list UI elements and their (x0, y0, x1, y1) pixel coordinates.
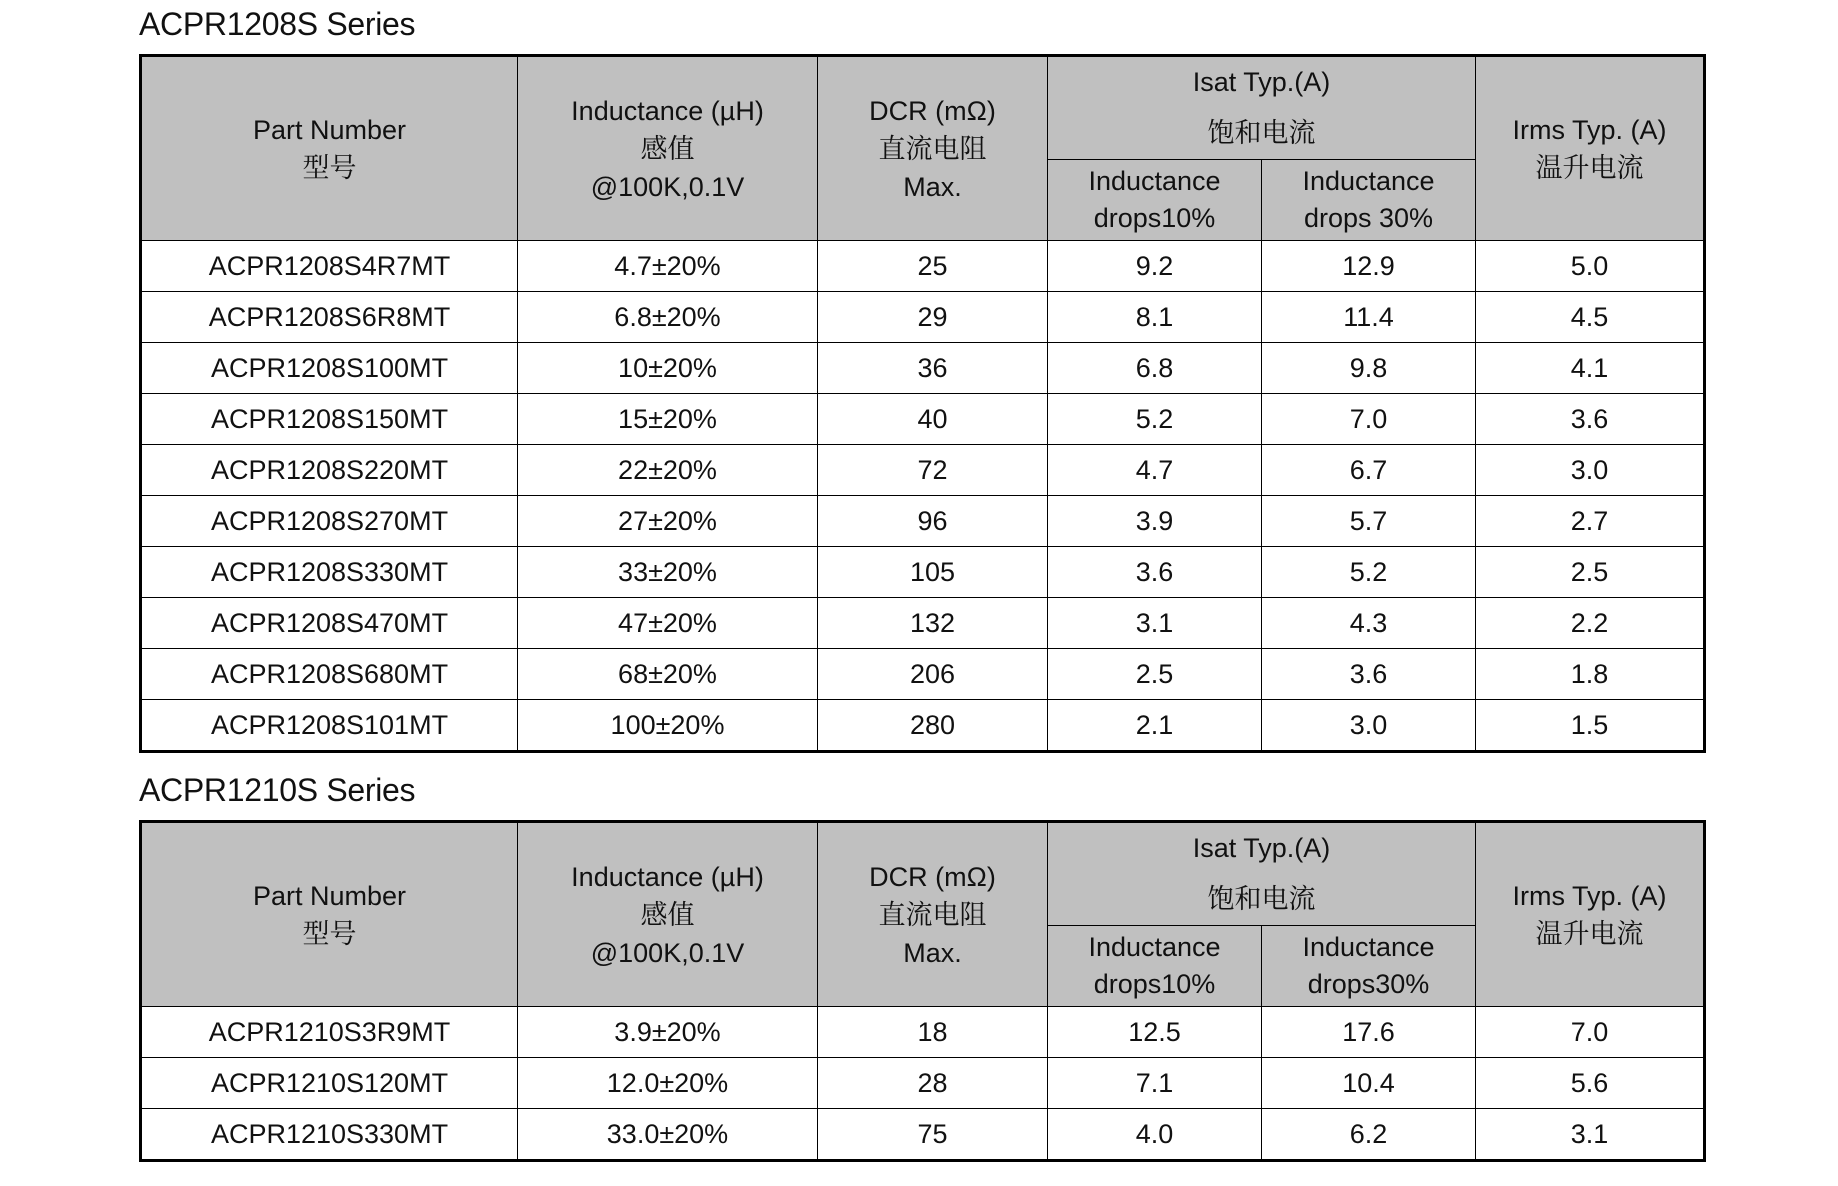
cell-isat-drop30: 12.9 (1262, 241, 1476, 292)
cell-dcr: 96 (818, 496, 1048, 547)
cell-isat-drop30: 17.6 (1262, 1007, 1476, 1058)
header-dcr: DCR (mΩ) 直流电阻 Max. (818, 822, 1048, 1007)
table-row (141, 343, 1705, 394)
cell-irms: 3.6 (1476, 394, 1705, 445)
cell-irms: 3.1 (1476, 1109, 1705, 1161)
cell-part-number: ACPR1208S680MT (141, 649, 518, 700)
cell-inductance: 22±20% (518, 445, 818, 496)
cell-dcr: 75 (818, 1109, 1048, 1161)
header-inductance: Inductance (µH) 感值 @100K,0.1V (518, 56, 818, 241)
cell-dcr: 18 (818, 1007, 1048, 1058)
cell-isat-drop30: 10.4 (1262, 1058, 1476, 1109)
cell-isat-drop30: 5.2 (1262, 547, 1476, 598)
cell-part-number: ACPR1208S101MT (141, 700, 518, 752)
header-part-number: Part Number 型号 (141, 56, 518, 241)
cell-isat-drop30: 11.4 (1262, 292, 1476, 343)
cell-inductance: 15±20% (518, 394, 818, 445)
cell-part-number: ACPR1208S470MT (141, 598, 518, 649)
cell-isat-drop30: 5.7 (1262, 496, 1476, 547)
table-header (141, 822, 1705, 1007)
table-row (141, 292, 1705, 343)
header-isat-drop30: Inductance drops30% (1262, 926, 1476, 1007)
table-header (141, 56, 1705, 241)
cell-isat-drop10: 3.6 (1048, 547, 1262, 598)
table-row (141, 547, 1705, 598)
cell-inductance: 10±20% (518, 343, 818, 394)
cell-dcr: 28 (818, 1058, 1048, 1109)
cell-isat-drop10: 6.8 (1048, 343, 1262, 394)
cell-isat-drop30: 6.7 (1262, 445, 1476, 496)
table-row (141, 496, 1705, 547)
cell-isat-drop10: 12.5 (1048, 1007, 1262, 1058)
cell-isat-drop30: 3.6 (1262, 649, 1476, 700)
cell-isat-drop30: 3.0 (1262, 700, 1476, 752)
header-isat-drop30: Inductance drops 30% (1262, 160, 1476, 241)
cell-isat-drop30: 9.8 (1262, 343, 1476, 394)
cell-dcr: 36 (818, 343, 1048, 394)
cell-isat-drop30: 6.2 (1262, 1109, 1476, 1161)
cell-part-number: ACPR1208S4R7MT (141, 241, 518, 292)
table-body (141, 241, 1705, 752)
cell-isat-drop30: 7.0 (1262, 394, 1476, 445)
cell-dcr: 29 (818, 292, 1048, 343)
cell-isat-drop10: 3.1 (1048, 598, 1262, 649)
header-irms: Irms Typ. (A) 温升电流 (1476, 56, 1705, 241)
cell-dcr: 105 (818, 547, 1048, 598)
cell-part-number: ACPR1208S6R8MT (141, 292, 518, 343)
table-row (141, 598, 1705, 649)
series-title: ACPR1208S Series (139, 6, 416, 42)
cell-dcr: 280 (818, 700, 1048, 752)
table-row (141, 1058, 1705, 1109)
cell-part-number: ACPR1208S330MT (141, 547, 518, 598)
cell-inductance: 68±20% (518, 649, 818, 700)
cell-isat-drop10: 8.1 (1048, 292, 1262, 343)
cell-inductance: 100±20% (518, 700, 818, 752)
table-row (141, 1109, 1705, 1161)
header-isat: Isat Typ.(A) 饱和电流 (1048, 822, 1476, 926)
cell-irms: 3.0 (1476, 445, 1705, 496)
cell-isat-drop10: 4.7 (1048, 445, 1262, 496)
table-row (141, 445, 1705, 496)
cell-inductance: 27±20% (518, 496, 818, 547)
cell-isat-drop10: 9.2 (1048, 241, 1262, 292)
cell-irms: 5.6 (1476, 1058, 1705, 1109)
cell-isat-drop10: 2.5 (1048, 649, 1262, 700)
cell-inductance: 12.0±20% (518, 1058, 818, 1109)
cell-irms: 1.5 (1476, 700, 1705, 752)
cell-isat-drop10: 7.1 (1048, 1058, 1262, 1109)
cell-part-number: ACPR1208S150MT (141, 394, 518, 445)
cell-part-number: ACPR1210S3R9MT (141, 1007, 518, 1058)
cell-irms: 2.5 (1476, 547, 1705, 598)
series-title: ACPR1210S Series (139, 772, 416, 808)
cell-part-number: ACPR1210S330MT (141, 1109, 518, 1161)
cell-irms: 4.1 (1476, 343, 1705, 394)
cell-isat-drop10: 3.9 (1048, 496, 1262, 547)
cell-irms: 5.0 (1476, 241, 1705, 292)
header-isat: Isat Typ.(A) 饱和电流 (1048, 56, 1476, 160)
cell-dcr: 25 (818, 241, 1048, 292)
spec-table (139, 54, 1706, 753)
table-row (141, 241, 1705, 292)
cell-irms: 4.5 (1476, 292, 1705, 343)
cell-irms: 2.2 (1476, 598, 1705, 649)
cell-isat-drop10: 4.0 (1048, 1109, 1262, 1161)
cell-part-number: ACPR1210S120MT (141, 1058, 518, 1109)
cell-inductance: 33±20% (518, 547, 818, 598)
cell-inductance: 33.0±20% (518, 1109, 818, 1161)
header-isat-drop10: Inductance drops10% (1048, 926, 1262, 1007)
header-irms: Irms Typ. (A) 温升电流 (1476, 822, 1705, 1007)
cell-inductance: 6.8±20% (518, 292, 818, 343)
cell-dcr: 72 (818, 445, 1048, 496)
table-row (141, 394, 1705, 445)
spec-table (139, 820, 1706, 1162)
cell-part-number: ACPR1208S100MT (141, 343, 518, 394)
cell-dcr: 40 (818, 394, 1048, 445)
cell-part-number: ACPR1208S270MT (141, 496, 518, 547)
cell-dcr: 132 (818, 598, 1048, 649)
cell-isat-drop10: 5.2 (1048, 394, 1262, 445)
table-row (141, 1007, 1705, 1058)
header-dcr: DCR (mΩ) 直流电阻 Max. (818, 56, 1048, 241)
table-row (141, 700, 1705, 752)
header-isat-drop10: Inductance drops10% (1048, 160, 1262, 241)
cell-inductance: 4.7±20% (518, 241, 818, 292)
header-inductance: Inductance (µH) 感值 @100K,0.1V (518, 822, 818, 1007)
table-row (141, 649, 1705, 700)
cell-irms: 2.7 (1476, 496, 1705, 547)
cell-part-number: ACPR1208S220MT (141, 445, 518, 496)
cell-isat-drop10: 2.1 (1048, 700, 1262, 752)
cell-inductance: 47±20% (518, 598, 818, 649)
cell-dcr: 206 (818, 649, 1048, 700)
cell-irms: 7.0 (1476, 1007, 1705, 1058)
cell-isat-drop30: 4.3 (1262, 598, 1476, 649)
table-body (141, 1007, 1705, 1161)
header-part-number: Part Number 型号 (141, 822, 518, 1007)
cell-inductance: 3.9±20% (518, 1007, 818, 1058)
cell-irms: 1.8 (1476, 649, 1705, 700)
